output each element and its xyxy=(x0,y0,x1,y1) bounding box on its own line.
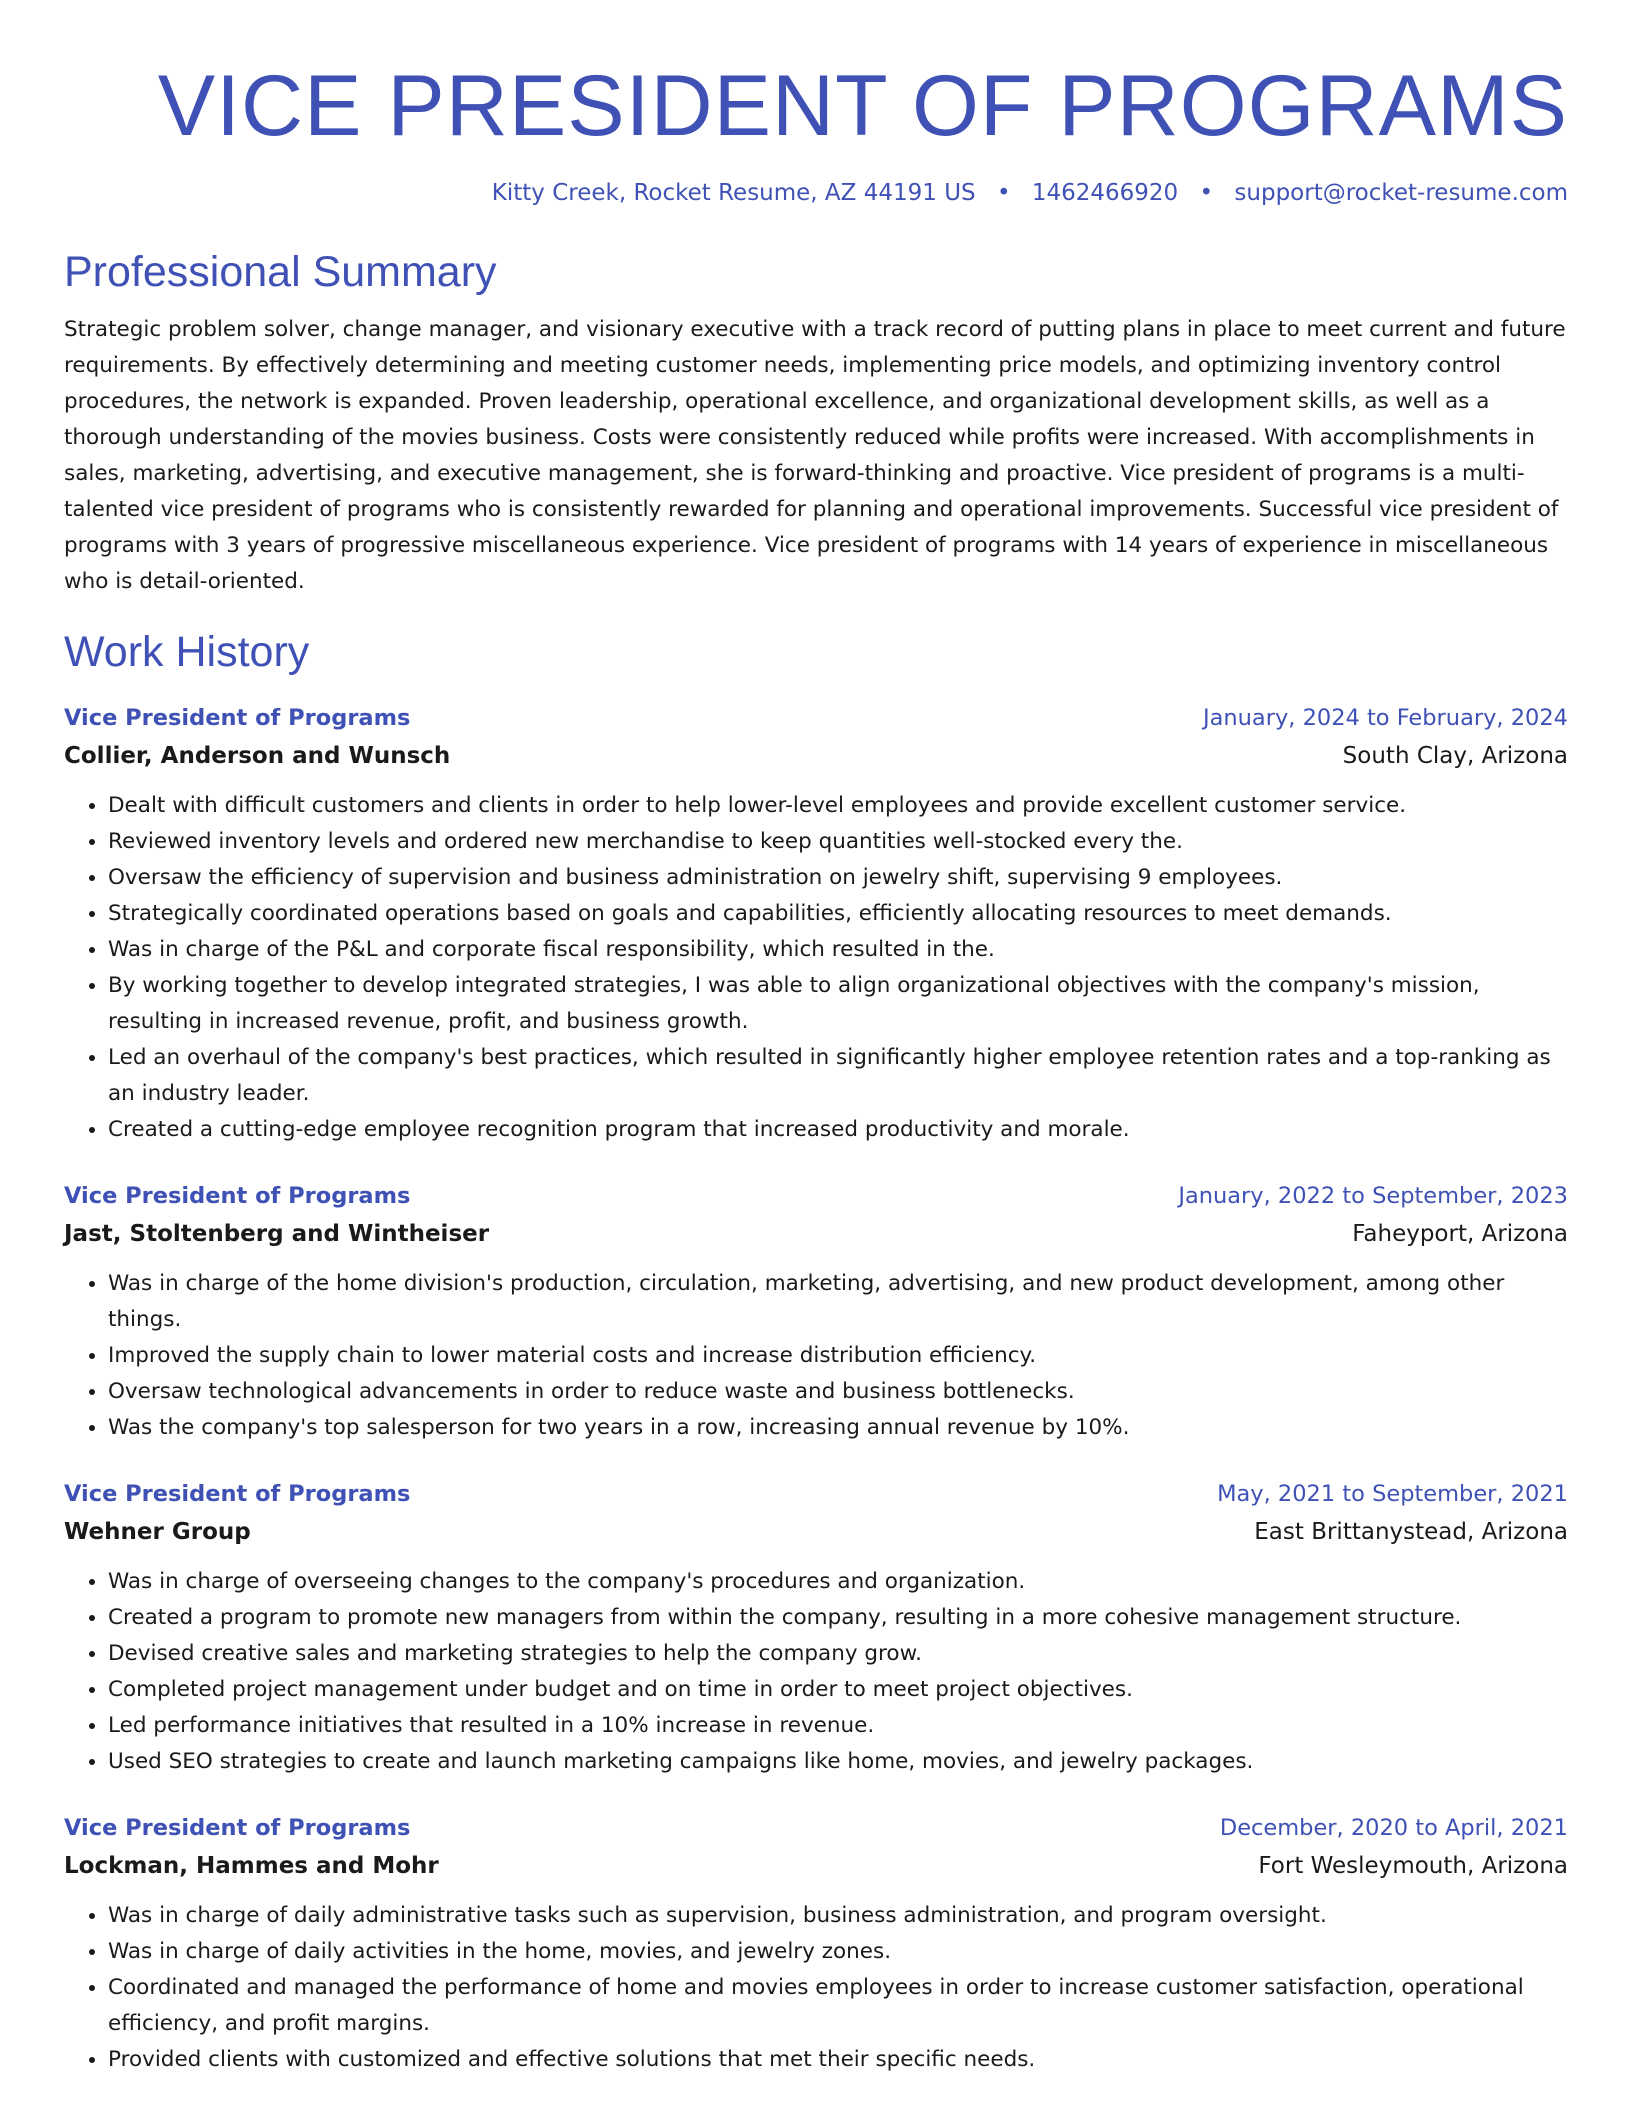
work-history-heading: Work History xyxy=(64,628,310,676)
job-bullet: • Oversaw technological advancements in order to reduce waste and business bottlenecks. xyxy=(108,1374,1568,1410)
job-bullet-list xyxy=(64,788,1568,1148)
resume-page xyxy=(64,0,1568,2078)
job-title: Vice President of Programs xyxy=(64,1481,411,1507)
job-entry xyxy=(64,700,1568,1148)
job-header-row xyxy=(64,700,1568,736)
job-company: Wehner Group xyxy=(64,1519,251,1545)
job-company-row xyxy=(64,1512,1568,1552)
job-bullet: • Created a program to promote new managers from within the company, resulting in a more cohesive management structure. xyxy=(108,1600,1568,1636)
job-bullet: • Led performance initiatives that resulted in a 10% increase in revenue. xyxy=(108,1708,1568,1744)
job-dates: January, 2022 to September, 2023 xyxy=(1178,1183,1568,1209)
job-location: East Brittanystead, Arizona xyxy=(1254,1519,1568,1545)
job-bullet: • Reviewed inventory levels and ordered new merchandise to keep quantities well-stocked every the. xyxy=(108,824,1568,860)
job-company: Collier, Anderson and Wunsch xyxy=(64,743,451,769)
job-bullet: • Coordinated and managed the performance of home and movies employees in order to increase customer satisfaction, operational efficiency, and profit margins. xyxy=(108,1970,1568,2042)
job-bullet: • Led an overhaul of the company's best practices, which resulted in significantly higher employee retention rates and a top-ranking as an industry leader. xyxy=(108,1040,1568,1112)
job-header-row xyxy=(64,1178,1568,1214)
job-bullet: • Was the company's top salesperson for two years in a row, increasing annual revenue by 10%. xyxy=(108,1410,1568,1446)
contact-address: Kitty Creek, Rocket Resume, AZ 44191 US xyxy=(491,180,976,206)
job-entry xyxy=(64,1810,1568,2078)
job-bullet: • Was in charge of the P&L and corporate fiscal responsibility, which resulted in the. xyxy=(108,932,1568,968)
job-company-row xyxy=(64,1214,1568,1254)
job-bullet: • Oversaw the efficiency of supervision and business administration on jewelry shift, supervising 9 employees. xyxy=(108,860,1568,896)
contact-line xyxy=(64,178,1568,208)
job-bullet: • Used SEO strategies to create and launch marketing campaigns like home, movies, and jewelry packages. xyxy=(108,1744,1568,1780)
resume-title: VICE PRESIDENT OF PROGRAMS xyxy=(157,58,1568,154)
job-company: Jast, Stoltenberg and Wintheiser xyxy=(64,1221,490,1247)
summary-heading: Professional Summary xyxy=(64,248,497,296)
job-bullet: • Created a cutting-edge employee recognition program that increased productivity and morale. xyxy=(108,1112,1568,1148)
job-location: South Clay, Arizona xyxy=(1342,743,1568,769)
job-dates: May, 2021 to September, 2021 xyxy=(1217,1481,1568,1507)
job-bullet: • Was in charge of the home division's production, circulation, marketing, advertising, and new product development, among other things. xyxy=(108,1266,1568,1338)
job-bullet: • Devised creative sales and marketing strategies to help the company grow. xyxy=(108,1636,1568,1672)
contact-email: support@rocket-resume.com xyxy=(1234,180,1568,206)
job-header-row xyxy=(64,1810,1568,1846)
job-location: Fort Wesleymouth, Arizona xyxy=(1258,1853,1568,1879)
job-bullet: • Improved the supply chain to lower material costs and increase distribution efficiency. xyxy=(108,1338,1568,1374)
job-entry xyxy=(64,1178,1568,1446)
job-title: Vice President of Programs xyxy=(64,1815,411,1841)
job-bullet: • By working together to develop integrated strategies, I was able to align organizational objectives with the company's mission, resulting in increased revenue, profit, and business growth. xyxy=(108,968,1568,1040)
job-dates: December, 2020 to April, 2021 xyxy=(1219,1815,1568,1841)
job-entry xyxy=(64,1476,1568,1780)
job-title: Vice President of Programs xyxy=(64,1183,411,1209)
job-header-row xyxy=(64,1476,1568,1512)
job-bullet: • Was in charge of overseeing changes to the company's procedures and organization. xyxy=(108,1564,1568,1600)
job-title: Vice President of Programs xyxy=(64,705,411,731)
job-company-row xyxy=(64,1846,1568,1886)
job-bullet: • Completed project management under budget and on time in order to meet project objectives. xyxy=(108,1672,1568,1708)
job-bullet-list xyxy=(64,1564,1568,1780)
job-company: Lockman, Hammes and Mohr xyxy=(64,1853,439,1879)
job-bullet-list xyxy=(64,1266,1568,1446)
job-bullet: • Strategically coordinated operations based on goals and capabilities, efficiently allocating resources to meet demands. xyxy=(108,896,1568,932)
job-dates: January, 2024 to February, 2024 xyxy=(1202,705,1568,731)
job-bullet: • Was in charge of daily administrative tasks such as supervision, business administration, and program oversight. xyxy=(108,1898,1568,1934)
contact-separator: • xyxy=(996,180,1011,206)
job-company-row xyxy=(64,736,1568,776)
summary-text: Strategic problem solver, change manager, and visionary executive with a track record of putting plans in place to meet current and future requirements. By effectively determining and meeting customer needs, implementing price models, and optimizing inventory control procedures, the network is expanded. Proven leadership, operational excellence, and organizational development skills, as well as a thorough understanding of the movies business. Costs were consistently reduced while profits were increased. With accomplishments in sales, marketing, advertising, and executive management, she is forward-thinking and proactive. Vice president of programs is a multi-talented vice president of programs who is consistently rewarded for planning and operational improvements. Successful vice president of programs with 3 years of progressive miscellaneous experience. Vice president of programs with 14 years of experience in miscellaneous who is detail-oriented. xyxy=(64,317,1566,594)
contact-phone: 1462466920 xyxy=(1031,180,1179,206)
job-bullet-list xyxy=(64,1898,1568,2078)
contact-separator: • xyxy=(1199,180,1214,206)
job-location: Faheyport, Arizona xyxy=(1352,1221,1568,1247)
job-bullet: • Was in charge of daily activities in the home, movies, and jewelry zones. xyxy=(108,1934,1568,1970)
job-bullet: • Dealt with difficult customers and clients in order to help lower-level employees and provide excellent customer service. xyxy=(108,788,1568,824)
job-bullet: • Provided clients with customized and effective solutions that met their specific needs. xyxy=(108,2042,1568,2078)
